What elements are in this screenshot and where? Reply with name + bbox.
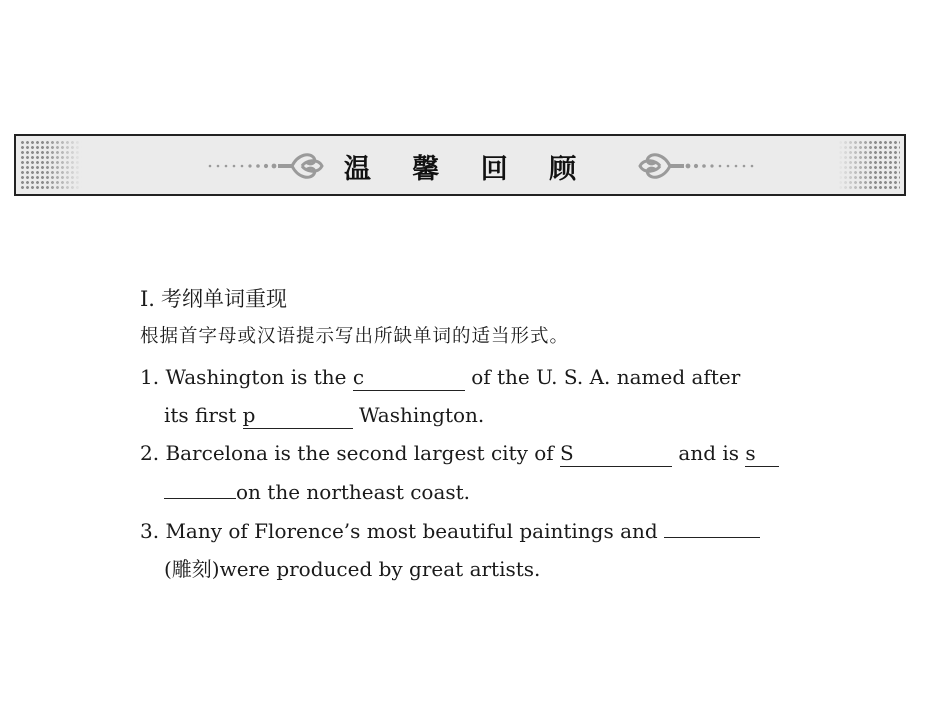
q2-blank-2-continued[interactable]	[164, 472, 236, 499]
question-2-line-2	[140, 472, 800, 511]
question-3-line-1	[140, 511, 800, 550]
q2-blank-2[interactable]: s	[745, 440, 779, 467]
q3-blank-1[interactable]	[664, 511, 760, 538]
q3-text-b: (雕刻)were produced by great artists.	[164, 557, 541, 581]
q2-blank-1[interactable]: S	[560, 440, 672, 467]
q1-text-d: Washington.	[352, 403, 485, 427]
question-1-line-1	[140, 358, 800, 396]
q2-text-c: on the northeast coast.	[236, 480, 471, 504]
section-banner	[14, 134, 906, 196]
section-numeral: Ⅰ.	[140, 287, 155, 311]
q1-blank-1[interactable]: c	[353, 364, 465, 391]
flourish-right-icon	[616, 150, 756, 182]
q1-blank-2[interactable]: p	[243, 402, 353, 429]
instruction-text: 根据首字母或汉语提示写出所缺单词的适当形式。	[140, 326, 570, 347]
question-2-line-1	[140, 434, 800, 472]
question-3-line-2	[140, 550, 800, 588]
q1-text-b: of the U. S. A. named after	[464, 365, 741, 389]
section-title: 考纲单词重现	[160, 287, 287, 311]
q2-text-b: and is	[672, 441, 746, 465]
question-1-line-2	[140, 396, 800, 434]
banner-title: 温 馨 回 顾	[343, 154, 593, 185]
q1-text-a: 1. Washington is the	[140, 365, 353, 389]
q3-text-a: 3. Many of Florence’s most beautiful paintings and	[140, 519, 665, 543]
exercise-content	[140, 284, 800, 588]
section-heading	[140, 284, 800, 314]
q1-text-c: its first	[164, 403, 243, 427]
q2-text-a: 2. Barcelona is the second largest city of	[140, 441, 561, 465]
